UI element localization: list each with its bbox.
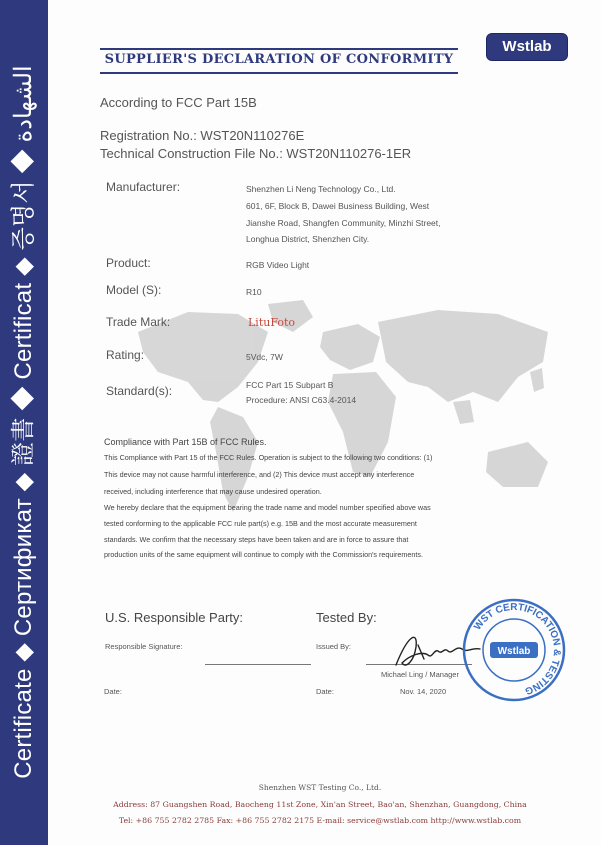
logo-text: Wstlab: [502, 38, 552, 55]
rating-value: 5Vdc, 7W: [246, 352, 283, 362]
trademark-value: LituFoto: [248, 316, 296, 329]
footer-contact: Tel: +86 755 2782 2785 Fax: +86 755 2782 2175 E-mail: service@wstlab.com http://www.wstlab.com: [118, 816, 522, 825]
title-top-rule: [100, 48, 458, 50]
manufacturer-line: Shenzhen Li Neng Technology Co., Ltd.: [246, 184, 396, 194]
standard-label: Standard(s):: [106, 384, 173, 398]
compliance-heading: Compliance with Part 15B of FCC Rules.: [104, 437, 267, 447]
compliance-line: We hereby declare that the equipment bearing the trade name and model number specified above was: [104, 503, 431, 512]
issued-by-label: Issued By:: [316, 642, 352, 651]
model-label: Model (S):: [106, 283, 162, 297]
manufacturer-line: Jianshe Road, Shangfen Community, Minzhi Street,: [246, 218, 441, 228]
model-value: R10: [246, 287, 262, 297]
document-title: SUPPLIER'S DECLARATION OF CONFORMITY: [104, 52, 454, 67]
responsible-signature-line: [205, 664, 311, 665]
seal-ring-text: WST CERTIFICATION & TESTING: [472, 601, 563, 697]
compliance-line: This Compliance with Part 15 of the FCC Rules. Operation is subject to the following two conditions: (1): [104, 453, 433, 462]
trademark-label: Trade Mark:: [106, 315, 171, 329]
registration-no: Registration No.: WST20N110276E: [100, 128, 305, 143]
manufacturer-line: 601, 6F, Block B, Dawei Business Building, West: [246, 201, 430, 211]
compliance-line: received, including interference that may cause undesired operation.: [104, 487, 322, 496]
compliance-line: standards. We confirm that the necessary steps have been taken and are in force to assure that: [104, 535, 409, 544]
tested-by-heading: Tested By:: [316, 610, 377, 625]
standard-line: Procedure: ANSI C63.4-2014: [246, 395, 357, 405]
date-label-right: Date:: [316, 687, 334, 696]
sidebar-multilingual-text: Certificate ◆ Сертификат ◆ 證書 ◆ Certificat ◆ 증명서 ◆ الشهادة: [10, 65, 37, 779]
footer-address: Address: 87 Guangshen Road, Baocheng 11st Zone, Xin'an Street, Bao'an, Shenzhan, Guangdong, China: [113, 800, 527, 809]
product-value: RGB Video Light: [246, 260, 310, 270]
certification-seal: [462, 598, 566, 702]
responsible-party-heading: U.S. Responsible Party:: [105, 610, 244, 625]
signer-name: Michael Ling / Manager: [381, 670, 459, 679]
compliance-line: This device may not cause harmful interference, and (2) This device must accept any interference: [104, 470, 415, 479]
date-label-left: Date:: [104, 687, 122, 696]
title-banner: [100, 48, 458, 74]
date-value: Nov. 14, 2020: [400, 687, 447, 696]
footer-company: Shenzhen WST Testing Co., Ltd.: [258, 783, 382, 792]
technical-file-no: Technical Construction File No.: WST20N110276-1ER: [100, 146, 412, 161]
manufacturer-line: Longhua District, Shenzhen City.: [246, 234, 370, 244]
wstlab-logo: [486, 33, 568, 61]
rating-label: Rating:: [106, 348, 145, 362]
seal-center-text: Wstlab: [497, 646, 531, 657]
compliance-line: tested conforming to the applicable FCC rule part(s) e.g. 15B and the most accurate measurement: [104, 519, 417, 528]
responsible-signature-label: Responsible Signature:: [105, 642, 183, 651]
manufacturer-label: Manufacturer:: [106, 180, 181, 194]
title-bottom-rule: [100, 72, 458, 74]
sidebar-band: [0, 0, 48, 845]
standard-line: FCC Part 15 Subpart B: [246, 380, 334, 390]
product-label: Product:: [106, 256, 151, 270]
according-to: According to FCC Part 15B: [100, 95, 257, 110]
compliance-line: production units of the same equipment will continue to comply with the Commission's requirements.: [104, 550, 423, 559]
